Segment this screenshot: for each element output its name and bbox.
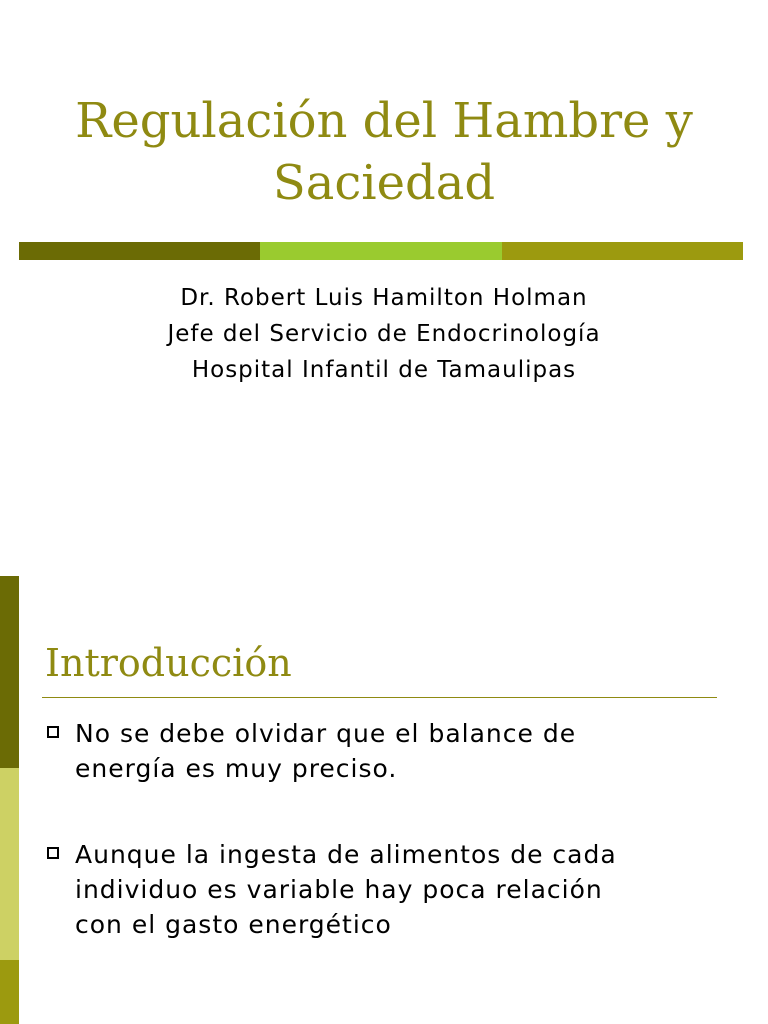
bullet-line: con el gasto energético: [75, 910, 392, 939]
content-slide: [0, 576, 768, 1024]
title-divider-band: [19, 242, 743, 260]
divider-band-lime: [260, 242, 501, 260]
side-bar-segment-light: [0, 768, 19, 960]
bullet-item: [45, 837, 725, 942]
author-institution: Hospital Infantil de Tamaulipas: [191, 357, 577, 383]
author-name: Dr. Robert Luis Hamilton Holman: [180, 285, 588, 311]
bullet-line: Aunque la ingesta de alimentos de cada: [75, 840, 617, 869]
slide-title-line-1: Regulación del Hambre y: [75, 93, 693, 149]
slide-title-line-2: Saciedad: [272, 155, 496, 211]
divider-band-dark-olive: [19, 242, 260, 260]
author-position: Jefe del Servicio de Endocrinología: [167, 321, 601, 347]
hollow-square-bullet-icon: [47, 726, 59, 738]
slide-title: [0, 90, 768, 214]
bullet-list: [45, 716, 725, 993]
side-bar-segment-olive: [0, 960, 19, 1024]
section-title: Introducción: [45, 641, 292, 685]
section-title-rule: [42, 697, 717, 698]
slide-side-bar: [0, 576, 19, 1024]
bullet-line: individuo es variable hay poca relación: [75, 875, 603, 904]
hollow-square-bullet-icon: [47, 847, 59, 859]
bullet-line: No se debe olvidar que el balance de: [75, 719, 577, 748]
bullet-line: energía es muy preciso.: [75, 754, 398, 783]
side-bar-segment-dark: [0, 576, 19, 768]
bullet-item: [45, 716, 725, 786]
divider-band-olive: [502, 242, 743, 260]
author-block: [0, 280, 768, 388]
